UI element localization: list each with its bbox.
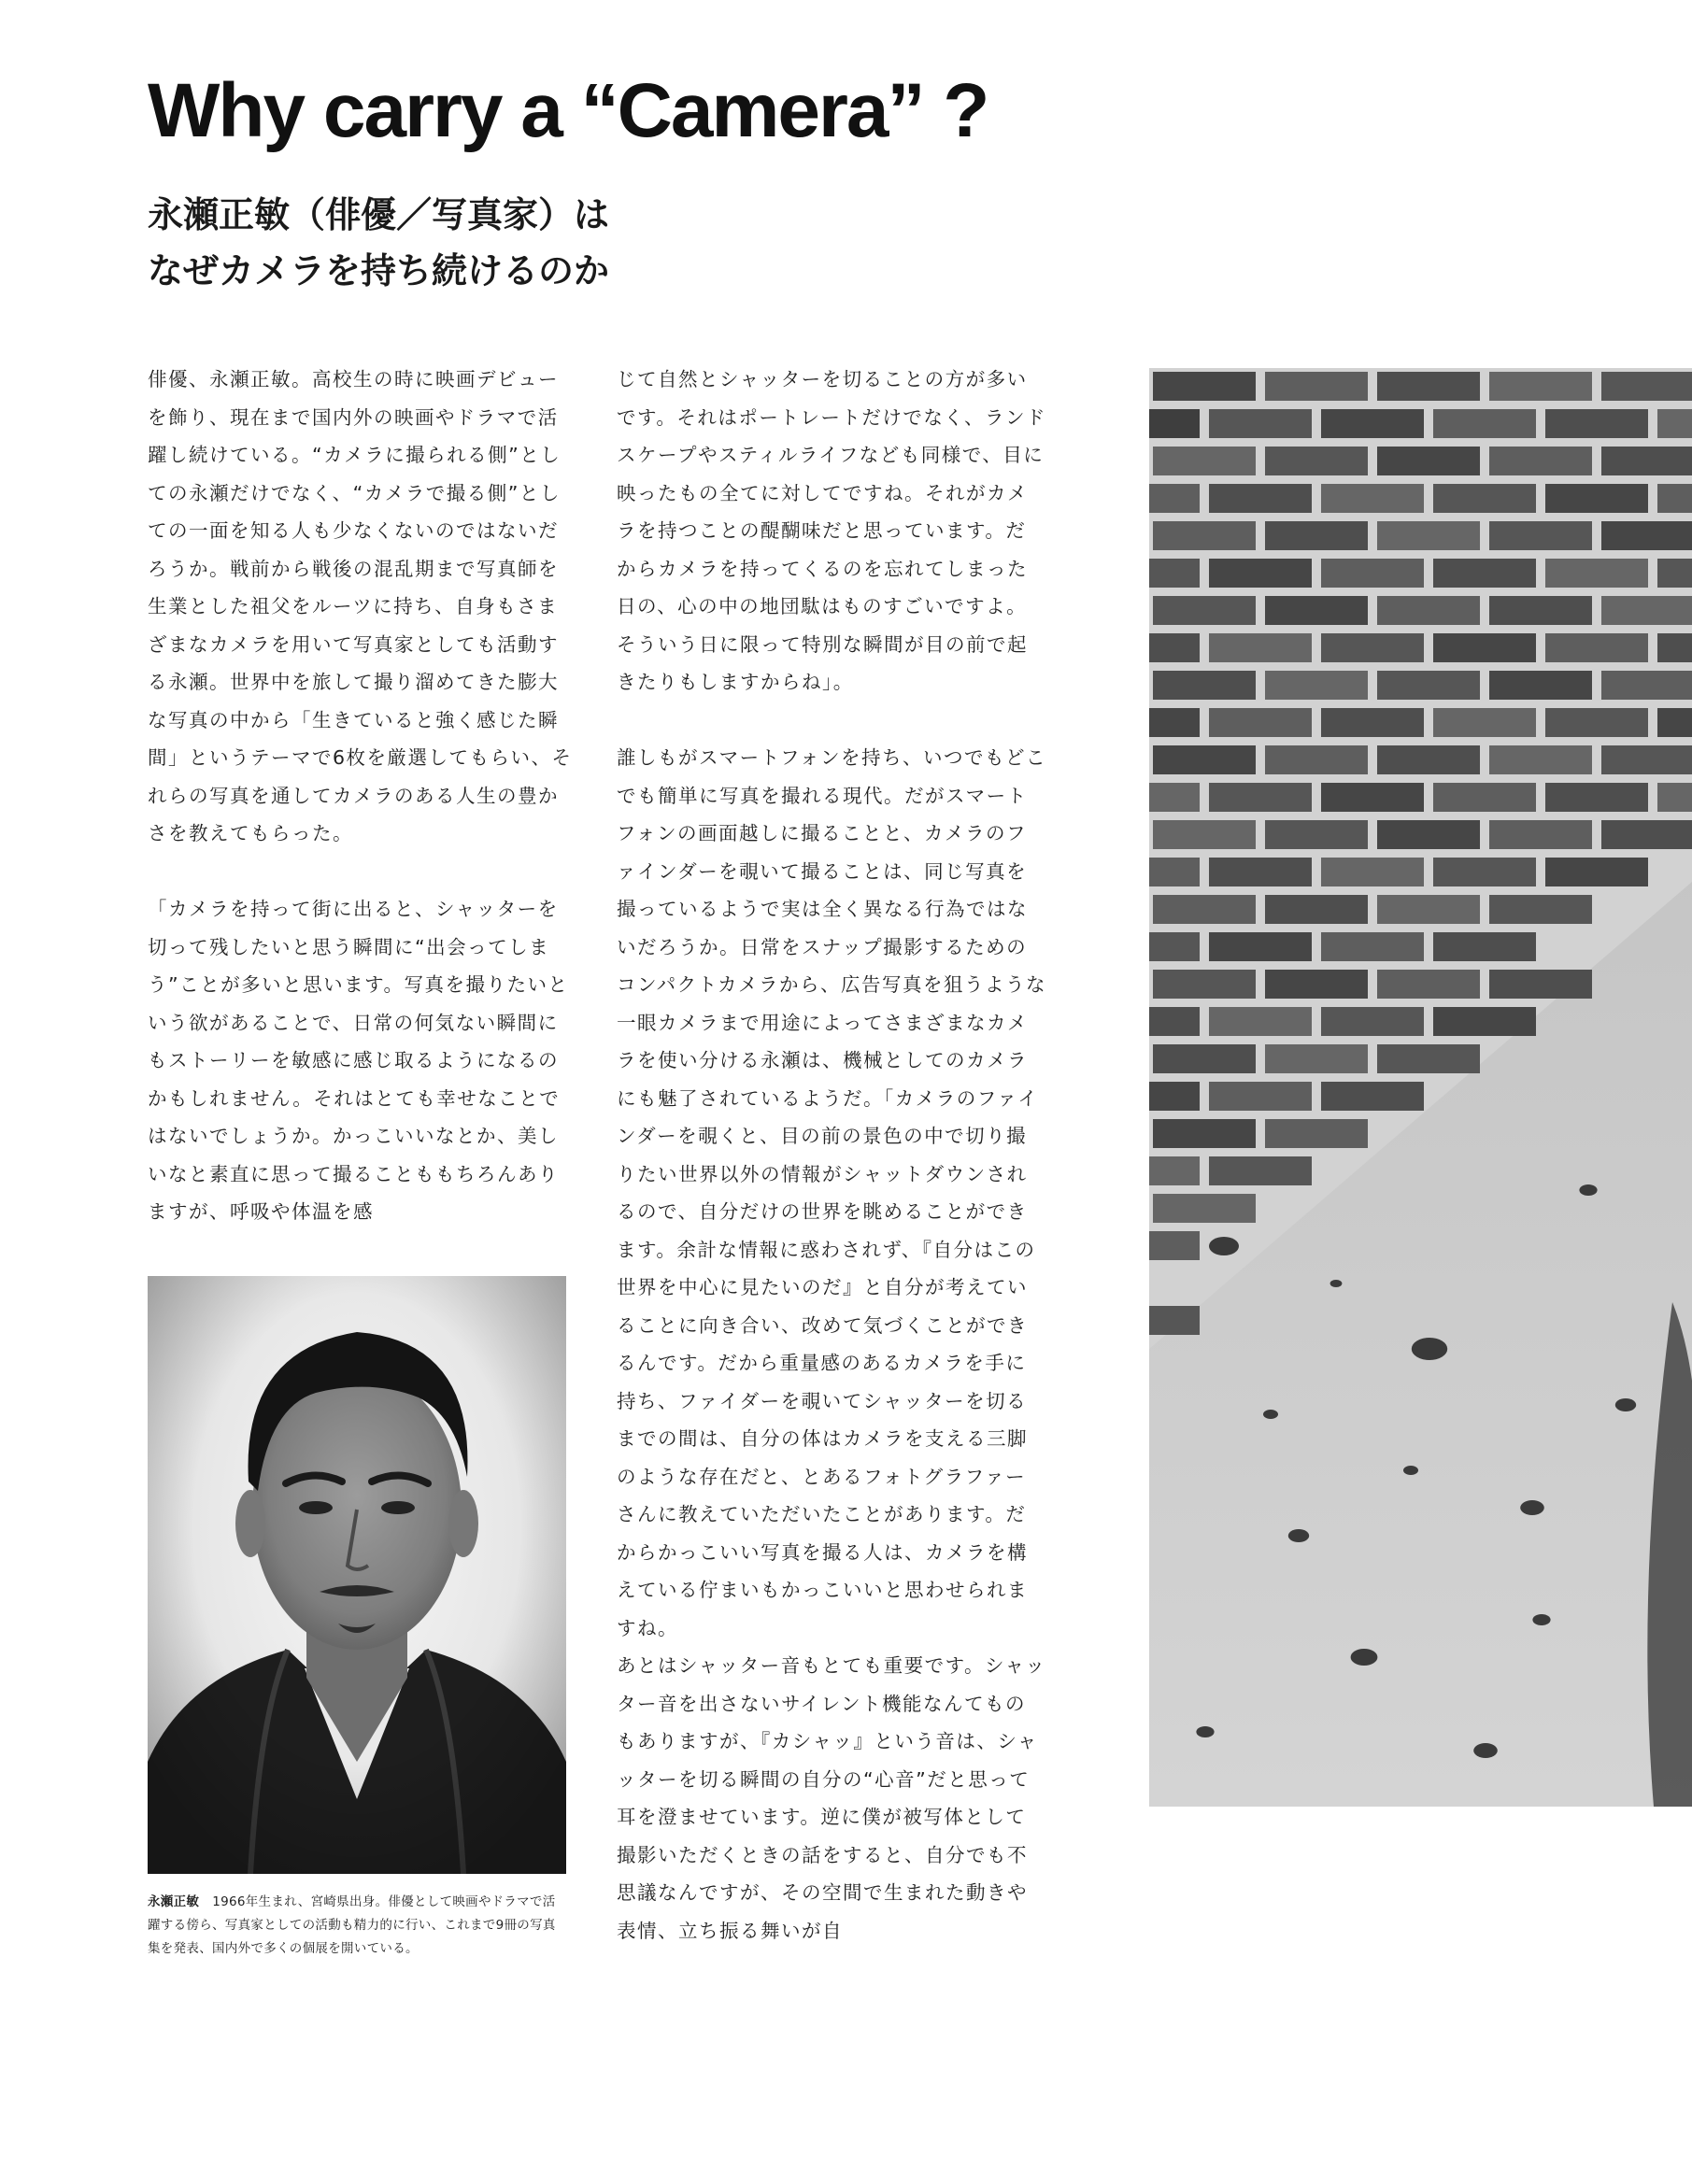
body-column-1	[148, 361, 577, 1231]
body-paragraph: 誰しもがスマートフォンを持ち、いつでもどこでも簡単に写真を撮れる現代。だがスマートフォンの画面越しに撮ることと、カメラのファインダーを覗いて撮ることは、同じ写真を撮っているようで実は全く異なる行為ではないだろうか。日常をスナップ撮影するためのコンパクトカメラから、広告写真を狙うような一眼カメラまで用途によってさまざまなカメラを使い分ける永瀬は、機械としてのカメラにも魅了されているようだ。「カメラのファインダーを覗くと、目の前の景色の中で切り撮りたい世界以外の情報がシャットダウンされるので、自分だけの世界を眺めることができます。余計な情報に惑わされず、『自分はこの世界を中心に見たいのだ』と自分が考えていることに向き合い、改めて気づくことができるんです。だから重量感のあるカメラを手に持ち、ファイダーを覗いてシャッターを切るまでの間は、自分の体はカメラを支える三脚のような存在だと、とあるフォトグラファーさんに教えていただいたことがあります。だからかっこいい写真を撮る人は、カメラを構えている佇まいもかっこいいと思わせられますね。	[617, 746, 1046, 1639]
body-paragraph: 「カメラを持って街に出ると、シャッターを切って残したいと思う瞬間に“出会ってしまう”ことが多いと思います。写真を撮りたいという欲があることで、日常の何気ない瞬間にもストーリーを敏感に感じ取るようになるのかもしれません。それはとても幸せなことではないでしょうか。かっこいいなとか、美しいなと素直に思って撮ることももちろんありますが、呼吸や体温を感	[148, 898, 569, 1223]
portrait-caption	[148, 1891, 568, 1961]
body-paragraph: 俳優、永瀬正敏。高校生の時に映画デビューを飾り、現在まで国内外の映画やドラマで活躍し続けている。“カメラに撮られる側”としての永瀬だけでなく、“カメラで撮る側”としての一面を知る人も少なくないのではないだろうか。戦前から戦後の混乱期まで写真師を生業とした祖父をルーツに持ち、自身もさまざまなカメラを用いて写真家としても活動する永瀬。世界中を旅して撮り溜めてきた膨大な写真の中から「生きていると強く感じた瞬間」というテーマで6枚を厳選してもらい、それらの写真を通してカメラのある人生の豊かさを教えてもらった。	[148, 368, 573, 844]
article-title: Why carry a “Camera” ?	[148, 68, 988, 153]
body-column-2	[617, 361, 1046, 1950]
subtitle-line-2: なぜカメラを持ち続けるのか	[148, 250, 610, 291]
street-photo	[1149, 368, 1692, 1807]
portrait-illustration	[148, 1276, 566, 1874]
subtitle-line-1: 永瀬正敏（俳優／写真家）は	[148, 194, 610, 235]
body-paragraph: あとはシャッター音もとても重要です。シャッター音を出さないサイレント機能なんてものもありますが、『カシャッ』という音は、シャッターを切る瞬間の自分の“心音”だと思って耳を澄ませています。逆に僕が被写体として撮影いただくときの話をすると、自分でも不思議なんですが、その空間で生まれた動きや表情、立ち振る舞いが自	[617, 1654, 1046, 1942]
caption-name: 永瀬正敏	[148, 1894, 200, 1909]
portrait-photo	[148, 1276, 566, 1874]
brick-wall-illustration	[1149, 368, 1692, 1807]
body-paragraph: じて自然とシャッターを切ることの方が多いです。それはポートレートだけでなく、ランドスケープやスティルライフなども同様で、目に映ったもの全てに対してですね。それがカメラを持つことの醍醐味だと思っています。だからカメラを持ってくるのを忘れてしまった日の、心の中の地団駄はものすごいですよ。そういう日に限って特別な瞬間が目の前で起きたりもしますからね」。	[617, 368, 1046, 693]
caption-text: 1966年生まれ、宮崎県出身。俳優として映画やドラマで活躍する傍ら、写真家としての活動も精力的に行い、これまで9冊の写真集を発表、国内外で多くの個展を開いている。	[148, 1894, 556, 1956]
article-subtitle	[148, 187, 609, 299]
